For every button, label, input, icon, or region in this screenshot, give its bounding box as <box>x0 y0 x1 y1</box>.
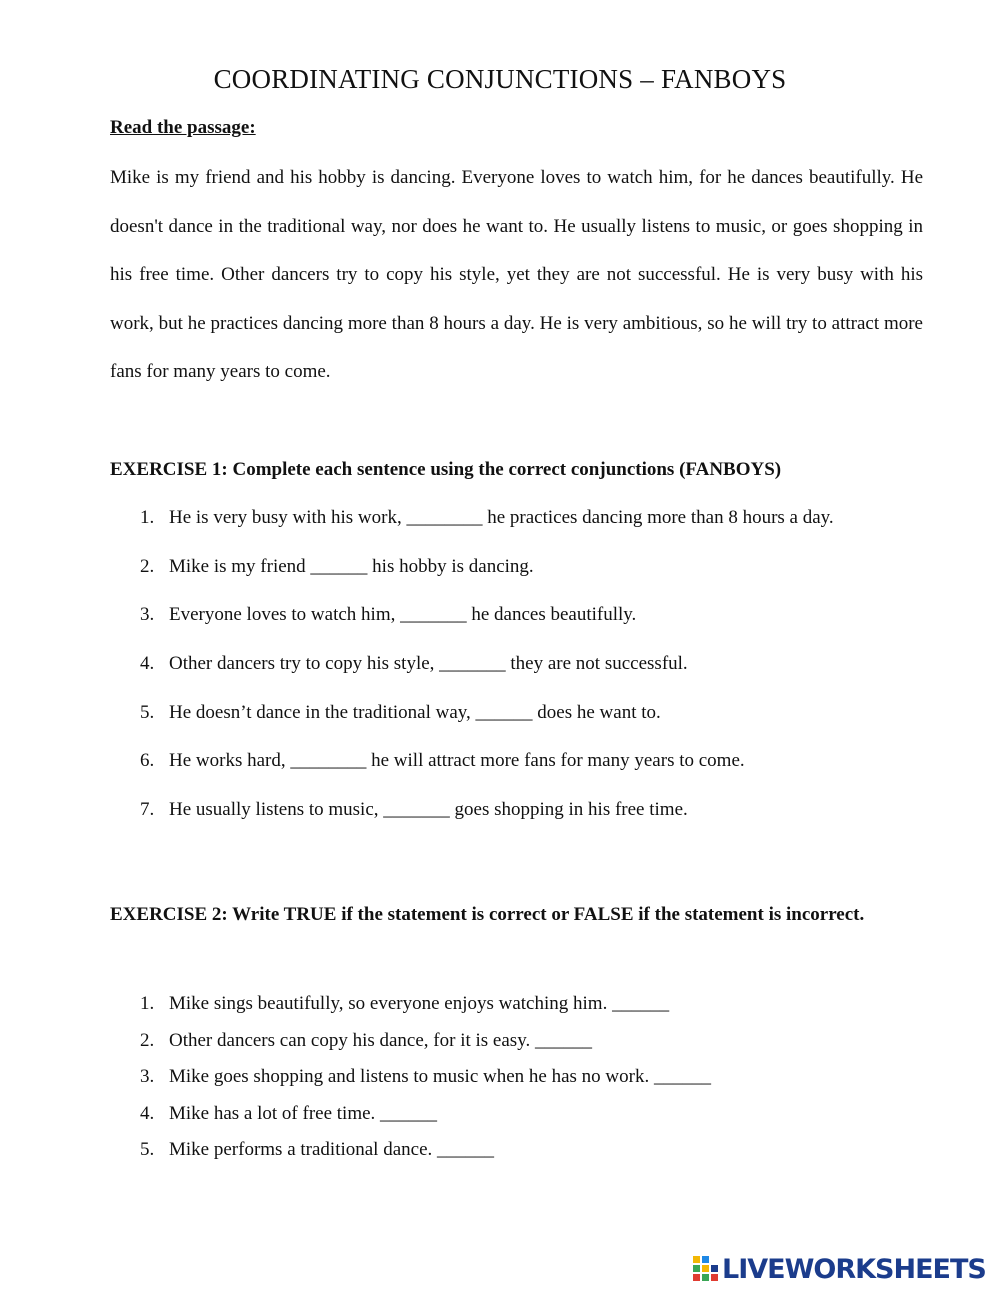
list-item <box>110 1138 711 1175</box>
item-text[interactable]: Mike sings beautifully, so everyone enjoys watching him. ______ <box>169 993 670 1014</box>
passage-text: Mike is my friend and his hobby is dancing. Everyone loves to watch him, for he dances beautifully. He doesn't dance in the traditional way, nor does he want to. He usually listens to music, or goes shopping in his free time. Other dancers try to copy his style, yet they are not successful. He is very busy with his work, but he practices dancing more than 8 hours a day. He is very ambitious, so he will try to attract more fans for many years to come. <box>110 167 923 382</box>
item-text[interactable]: He is very busy with his work, ________ he practices dancing more than 8 hours a day. <box>169 507 834 528</box>
page-title: COORDINATING CONJUNCTIONS – FANBOYS <box>213 64 787 94</box>
list-item <box>110 1065 711 1102</box>
item-number: 1. <box>140 507 155 528</box>
liveworksheets-logo-icon <box>693 1254 719 1284</box>
list-item <box>110 652 834 701</box>
item-text[interactable]: He usually listens to music, _______ goes shopping in his free time. <box>169 799 688 821</box>
item-text[interactable]: He doesn’t dance in the traditional way, ______ does he want to. <box>169 701 661 723</box>
item-number: 2. <box>140 1029 155 1051</box>
list-item <box>110 1029 711 1066</box>
exercise1-list <box>110 506 834 847</box>
item-number: 3. <box>140 1066 155 1088</box>
item-number: 5. <box>140 1139 155 1161</box>
item-number: 7. <box>140 799 155 821</box>
list-item <box>110 749 834 798</box>
list-item <box>110 506 834 555</box>
item-number: 3. <box>140 604 155 626</box>
item-number: 4. <box>140 653 155 675</box>
item-number: 4. <box>140 1102 155 1124</box>
item-text[interactable]: Mike goes shopping and listens to music when he has no work. ______ <box>169 1066 711 1088</box>
logo-text: LIVEWORKSHEETS <box>722 1253 986 1285</box>
list-item <box>110 1102 711 1139</box>
exercise2-heading: EXERCISE 2: Write TRUE if the statement is correct or FALSE if the statement is incorrect. <box>110 904 865 925</box>
item-text[interactable]: Other dancers can copy his dance, for it is easy. ______ <box>169 1029 592 1051</box>
item-number: 6. <box>140 750 155 772</box>
item-number: 5. <box>140 701 155 723</box>
list-item <box>110 992 711 1029</box>
item-number: 1. <box>140 993 155 1014</box>
item-text[interactable]: Mike is my friend ______ his hobby is dancing. <box>169 555 534 577</box>
liveworksheets-logo[interactable] <box>693 1252 986 1286</box>
list-item <box>110 603 834 652</box>
item-text[interactable]: Mike performs a traditional dance. ______ <box>169 1139 495 1161</box>
item-text[interactable]: Mike has a lot of free time. ______ <box>169 1102 438 1124</box>
item-text[interactable]: Everyone loves to watch him, _______ he dances beautifully. <box>169 604 637 626</box>
item-text[interactable]: Other dancers try to copy his style, _______ they are not successful. <box>169 653 688 675</box>
list-item <box>110 555 834 604</box>
passage-label: Read the passage: <box>110 117 256 138</box>
item-text[interactable]: He works hard, ________ he will attract more fans for many years to come. <box>169 750 745 772</box>
exercise1-heading: EXERCISE 1: Complete each sentence using the correct conjunctions (FANBOYS) <box>110 459 782 480</box>
list-item <box>110 798 834 847</box>
exercise2-list <box>110 992 711 1175</box>
list-item <box>110 701 834 750</box>
item-number: 2. <box>140 555 155 577</box>
